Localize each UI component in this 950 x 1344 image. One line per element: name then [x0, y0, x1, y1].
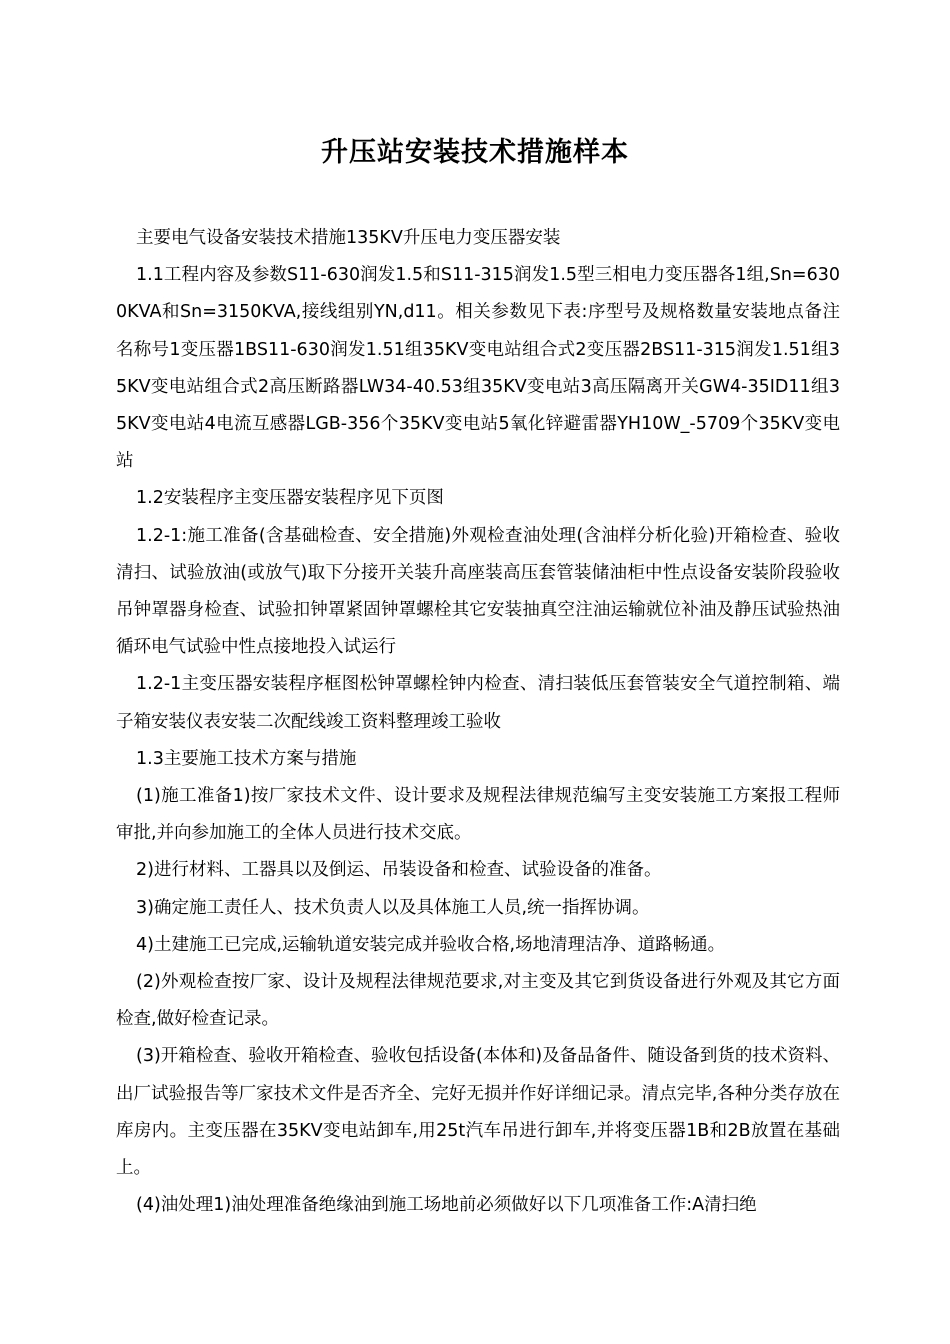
paragraph-1-1: 1.1工程内容及参数S11-630润发1.5和S11-315润发1.5型三相电力变压器各1组,Sn=6300KVA和Sn=3150KVA,接线组别YN,d11。相关参数见下表:序型号及规格数量安装地点备注名称号1变压器1BS11-630润发1.51组35KV变电站组合式2变压器2BS11-315润发1.51组35KV变电站组合式2高压断路器LW34-40.53组35KV变电站3高压隔离开关GW4-35ID11组35KV变电站4电流互感器LGB-356个35KV变电站5氧化锌避雷器YH10W_-5709个35KV变电站	[116, 265, 840, 472]
paragraph-1-2-1-flowchart: 1.2-1主变压器安装程序框图松钟罩螺栓钟内检查、清扫装低压套管装安全气道控制箱、端子箱安装仪表安装二次配线竣工资料整理竣工验收	[116, 674, 840, 732]
document-title: 升压站安装技术措施样本	[321, 137, 629, 168]
paragraph-visual-inspection: (2)外观检查按厂家、设计及规程法律规范要求,对主变及其它到货设备进行外观及其它方面检查,做好检查记录。	[116, 972, 840, 1030]
paragraph-prep-3: 3)确定施工责任人、技术负责人以及具体施工人员,统一指挥协调。	[136, 897, 650, 918]
paragraph-prep-2: 2)进行材料、工器具以及倒运、吊装设备和检查、试验设备的准备。	[136, 860, 662, 881]
paragraph-unpacking-inspection: (3)开箱检查、验收开箱检查、验收包括设备(本体和)及备品备件、随设备到货的技术资料、出厂试验报告等厂家技术文件是否齐全、完好无损并作好详细记录。清点完毕,各种分类存放在库房内。主变压器在35KV变电站卸车,用25t汽车吊进行卸车,并将变压器1B和2B放置在基础上。	[116, 1046, 840, 1179]
paragraph-1-3: 1.3主要施工技术方案与措施	[136, 748, 357, 769]
paragraph-oil-treatment: (4)油处理1)油处理准备绝缘油到施工场地前必须做好以下几项准备工作:A清扫绝	[136, 1195, 757, 1216]
paragraph-prep-4: 4)土建施工已完成,运输轨道安装完成并验收合格,场地清理洁净、道路畅通。	[136, 934, 726, 955]
paragraph-1-2-1-procedure: 1.2-1:施工准备(含基础检查、安全措施)外观检查油处理(含油样分析化验)开箱检查、验收清扫、试验放油(或放气)取下分接开关装升高座装高压套管装储油柜中性点设备安装阶段验收吊钟罩器身检查、试验扣钟罩紧固钟罩螺栓其它安装抽真空注油运输就位补油及静压试验热油循环电气试验中性点接地投入试运行	[116, 525, 840, 658]
paragraph-intro: 主要电气设备安装技术措施135KV升压电力变压器安装	[136, 228, 561, 248]
document-body	[116, 220, 840, 1224]
paragraph-prep-1: (1)施工准备1)按厂家技术文件、设计要求及规程法律规范编写主变安装施工方案报工程师审批,并向参加施工的全体人员进行技术交底。	[116, 786, 840, 844]
paragraph-1-2: 1.2安装程序主变压器安装程序见下页图	[136, 488, 444, 509]
